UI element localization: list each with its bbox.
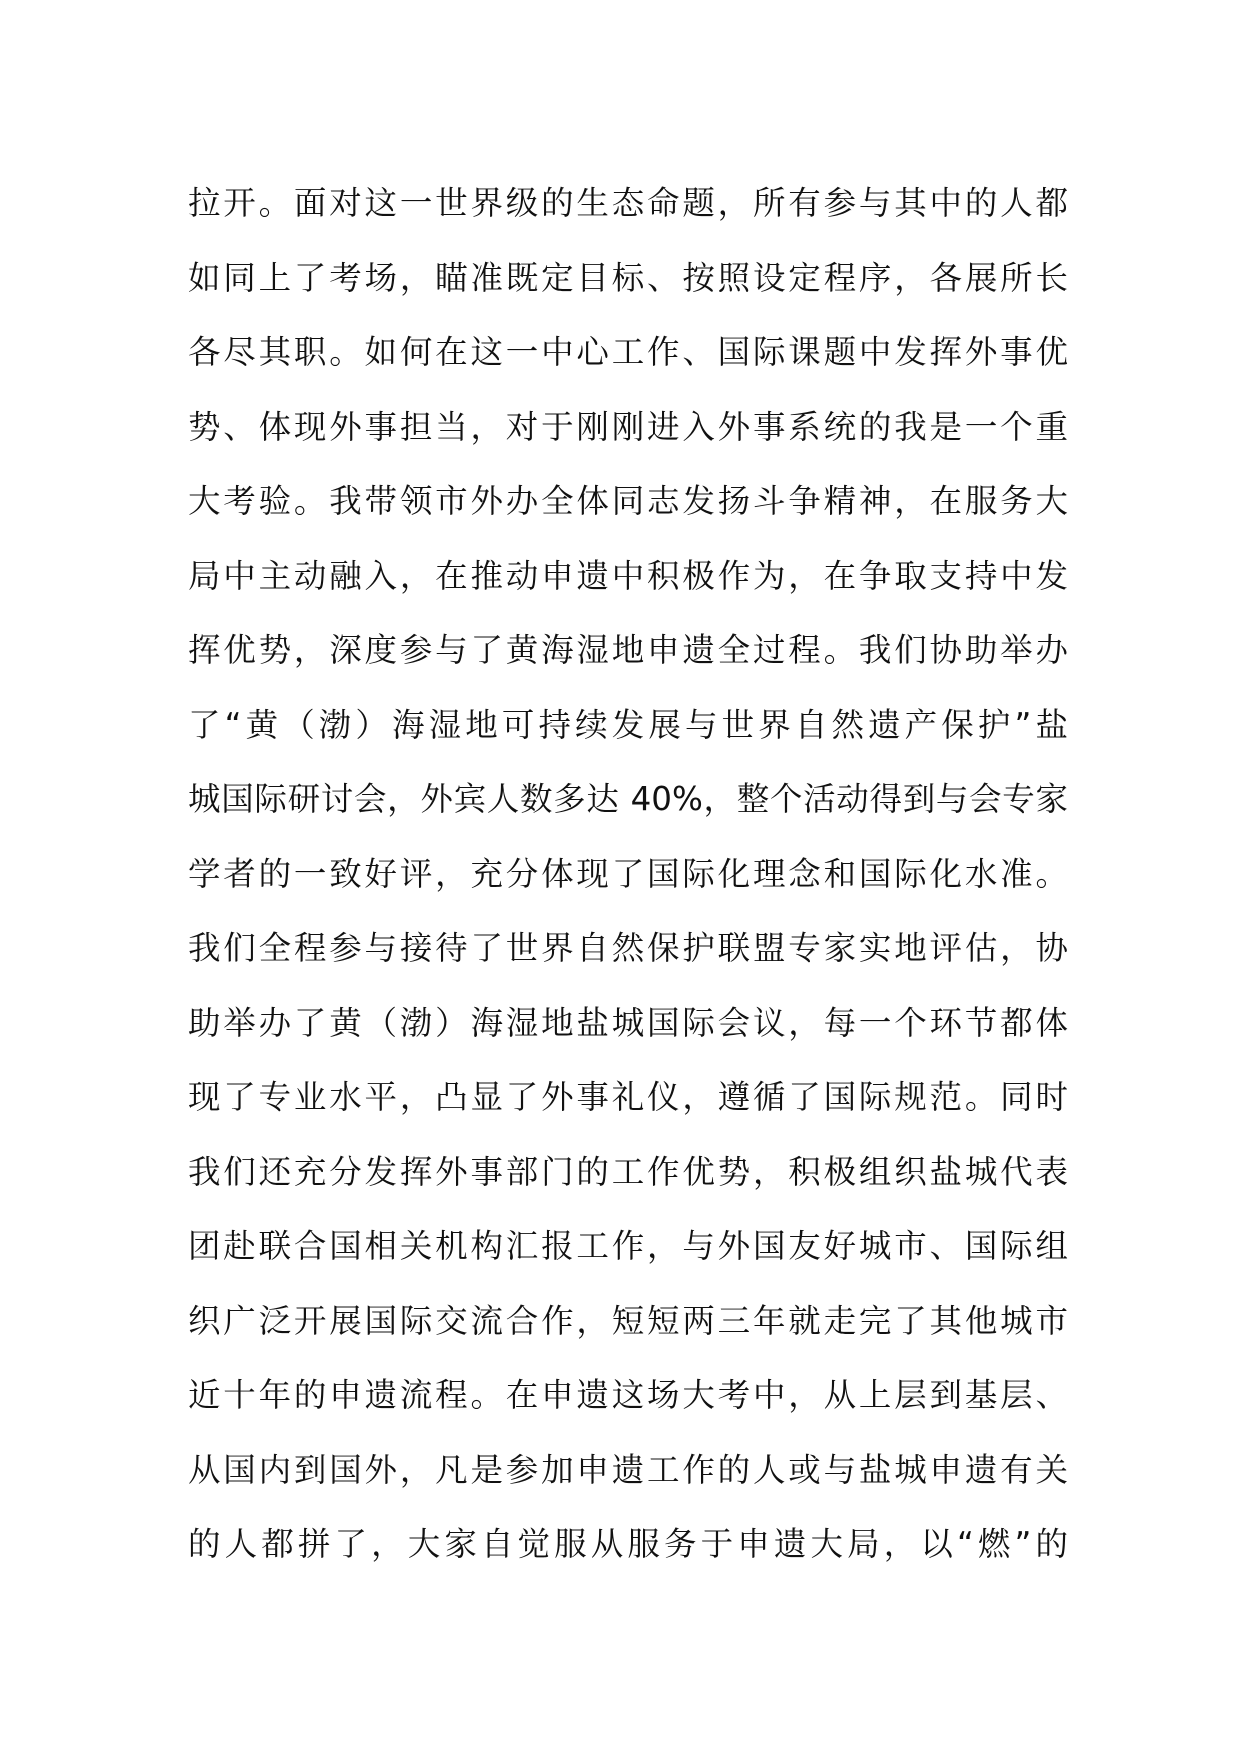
text-line: 我们还充分发挥外事部门的工作优势，积极组织盐城代表 [188,1152,1068,1191]
text-line: 城国际研讨会，外宾人数多达 40%，整个活动得到与会专家 [188,780,1068,818]
text-line: 织广泛开展国际交流合作，短短两三年就走完了其他城市 [188,1301,1068,1340]
text-line: 局中主动融入，在推动申遗中积极作为，在争取支持中发 [188,556,1068,595]
text-line: 从国内到国外，凡是参加申遗工作的人或与盐城申遗有关 [188,1450,1068,1489]
text-line: 如同上了考场，瞄准既定目标、按照设定程序，各展所长 [188,258,1068,297]
text-line: 助举办了黄（渤）海湿地盐城国际会议，每一个环节都体 [188,1003,1068,1042]
text-line: 团赴联合国相关机构汇报工作，与外国友好城市、国际组 [188,1227,1068,1265]
text-line: 大考验。我带领市外办全体同志发扬斗争精神，在服务大 [188,482,1068,520]
text-line: 挥优势，深度参与了黄海湿地申遗全过程。我们协助举办 [188,631,1068,669]
text-line: 近十年的申遗流程。在申遗这场大考中，从上层到基层、 [188,1376,1068,1414]
text-line: 拉开。面对这一世界级的生态命题，所有参与其中的人都 [188,184,1068,222]
body-paragraph [188,166,1068,1582]
text-line: 的人都拼了，大家自觉服从服务于申遗大局，以“燃”的 [188,1525,1068,1563]
text-line: 各尽其职。如何在这一中心工作、国际课题中发挥外事优 [188,333,1068,371]
text-line: 了“黄（渤）海湿地可持续发展与世界自然遗产保护”盐 [188,705,1068,744]
text-line: 势、体现外事担当，对于刚刚进入外事系统的我是一个重 [188,407,1068,446]
text-line: 现了专业水平，凸显了外事礼仪，遵循了国际规范。同时 [188,1078,1068,1116]
text-line: 学者的一致好评，充分体现了国际化理念和国际化水准。 [188,854,1068,893]
text-line: 我们全程参与接待了世界自然保护联盟专家实地评估，协 [188,929,1068,967]
